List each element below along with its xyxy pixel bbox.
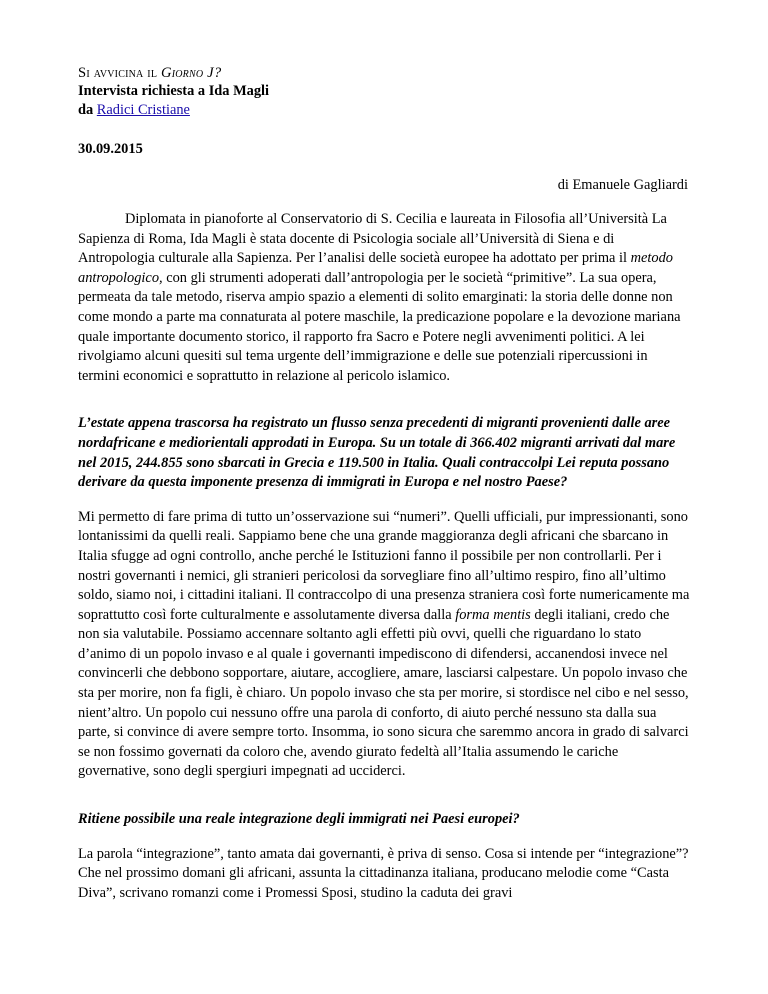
answer-1-text-2: degli italiani, credo che non sia valutabile. Possiamo accennare soltanto agli effetti più ovvi, quelli che riguardano lo stato d’animo di un popolo invaso e al quale i governanti impediscono di difendersi, accanendosi invece nel convincerli che debbono sopportare, aiutare, accogliere, amare, lasciarsi calpestare. Un popolo invaso che sta per morire, non fa figli, è chiaro. Un popolo invaso che sta per morire, si stordisce nel cibo e nel sesso, nient’altro. Un popolo cui nessuno offre una parola di conforto, di aiuto perché nessuno sta dalla sua parte, si convince di avere sempre torto. Insomma, io sono sicura che saremmo ancora in grado di salvarci se non fossimo governati da coloro che, avendo giurato fedeltà all’Italia assumendo le cariche governative, sono degli spergiuri impegnati ad ucciderci. xyxy=(78,606,689,780)
question-2: Ritiene possibile una reale integrazione degli immigrati nei Paesi europei? xyxy=(78,811,520,828)
question-1: L’estate appena trascorsa ha registrato un flusso senza precedenti di migranti provenienti dalle aree nordafricane e mediorientali approdati in Europa. Su un totale di 366.402 migranti arrivati dal mare nel 2015, 244.855 sono sbarcati in Grecia e 119.500 in Italia. Quali contraccolpi Lei reputa possano derivare da questa imponente presenza di immigrati in Europa e nel nostro Paese? xyxy=(78,415,676,491)
answer-1-text-1: Mi permetto di fare prima di tutto un’osservazione sui “numeri”. Quelli ufficiali, pur impressionanti, sono lontanissimi da quelli reali. Sappiamo bene che una grande maggioranza degli africani che sbarcano in Italia sfugge ad ogni controllo, anche perché le Istituzioni fanno il possibile per non controllarli. Per i nostri governanti i nemici, gli stranieri pericolosi da sorvegliare fino all’ultimo respiro, fino all’ultimo soldo, siamo noi, i cittadini italiani. Il contraccolpo di una presenza straniera così forte numericamente ma soprattutto così forte culturalmente e assolutamente diversa dalla xyxy=(78,508,690,623)
article-title xyxy=(78,64,692,82)
intro-paragraph xyxy=(78,210,692,386)
subtitle-line2 xyxy=(78,101,692,120)
article-byline: di Emanuele Gagliardi xyxy=(557,177,688,193)
title-italic: Giorno J xyxy=(160,65,214,81)
radici-cristiane-link[interactable]: Radici Cristiane xyxy=(96,102,190,118)
article-date: 30.09.2015 xyxy=(78,141,143,157)
title-text: Si avvicina il xyxy=(78,65,161,81)
answer-1-italic: forma mentis xyxy=(455,606,531,623)
subtitle-da: da xyxy=(78,102,97,118)
intro-text-1: Diplomata in pianoforte al Conservatorio di S. Cecilia e laureata in Filosofia all’Università La Sapienza di Roma, Ida Magli è stata docente di Psicologia sociale all’Università di Siena e di Antropologia culturale alla Sapienza. Per l’analisi delle società europee ha adottato per prima il xyxy=(78,211,667,267)
document-page xyxy=(78,64,692,903)
answer-2: La parola “integrazione”, tanto amata dai governanti, è priva di senso. Cosa si intende per “integrazione”? Che nel prossimo domani gli africani, assunta la cittadinanza italiana, producano melodie come “Casta Diva”, scrivano romanzi come i Promessi Sposi, studino la caduta dei gravi xyxy=(78,845,689,901)
subtitle-line1: Intervista richiesta a Ida Magli xyxy=(78,83,270,99)
intro-italic: metodo antropologico, xyxy=(78,250,674,286)
intro-text-2: con gli strumenti adoperati dall’antropologia per le società “primitive”. La sua opera, permeata da tale metodo, riserva ampio spazio a elementi di solito emarginati: la storia delle donne non come mondo a parte ma connaturata al potere maschile, la predicazione popolare e la devozione mariana quale importante documento storico, il rapporto fra Sacro e Potere negli avvenimenti politici. A lei rivolgiamo alcuni quesiti sul tema urgente dell’immigrazione e delle sue potenziali ripercussioni in termini economici e soprattutto in relazione al pericolo islamico. xyxy=(78,269,681,384)
answer-1 xyxy=(78,508,692,782)
title-question-mark: ? xyxy=(213,65,222,81)
